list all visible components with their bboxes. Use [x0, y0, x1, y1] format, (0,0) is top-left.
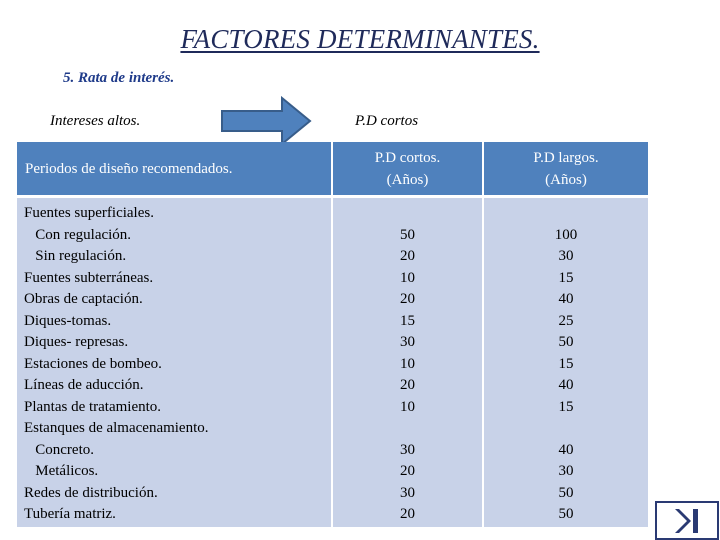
row-label: Tubería matriz. [24, 506, 116, 522]
row-label: Estaciones de bombeo. [24, 355, 162, 372]
row-label: Con regulación. [24, 226, 132, 243]
row-label: Obras de captación. [24, 291, 143, 307]
row-short-value [333, 418, 482, 440]
row-long-value: 50 [558, 506, 574, 522]
row-short-value: 50 [400, 226, 415, 243]
row-label: Diques- represas. [24, 334, 129, 350]
last-slide-button[interactable] [655, 501, 719, 540]
row-short-value: 30 [400, 334, 415, 350]
skip-to-end-icon [667, 506, 707, 536]
comparison-right-text: P.D cortos [355, 113, 419, 129]
row-long-value: 50 [558, 484, 574, 501]
row-label: Diques-tomas. [24, 312, 112, 329]
header-periods: Periodos de diseño recomendados. [17, 142, 331, 195]
row-short-value: 30 [400, 441, 415, 458]
row-label: Concreto. [24, 441, 94, 458]
row-label: Fuentes superficiales. [24, 205, 154, 221]
row-short-value: 30 [400, 484, 415, 501]
row-short-value: 20 [400, 463, 415, 479]
row-label: Sin regulación. [24, 248, 127, 264]
row-long-value: 100 [554, 226, 578, 243]
row-short-value [333, 203, 482, 225]
row-label: Redes de distribución. [24, 484, 158, 501]
row-long-value: 40 [558, 377, 574, 393]
row-long-value: 40 [558, 441, 574, 458]
row-long-value: 30 [558, 248, 574, 264]
row-long-value: 15 [558, 398, 574, 415]
row-short-value: 10 [400, 398, 415, 415]
row-label: Plantas de tratamiento. [24, 398, 162, 415]
header-long-periods: P.D largos. (Años) [484, 142, 648, 195]
row-label: Estanques de almacenamiento. [24, 420, 209, 436]
row-long-value [484, 418, 648, 440]
row-long-value: 30 [558, 463, 574, 479]
section-subtitle: 5. Rata de interés. [63, 70, 175, 86]
short-periods-column [333, 203, 482, 526]
row-label: Metálicos. [24, 463, 99, 479]
row-short-value: 15 [400, 312, 415, 329]
design-periods-table [17, 142, 648, 527]
row-short-value: 20 [400, 377, 415, 393]
row-short-value: 10 [400, 355, 415, 372]
long-periods-column [484, 203, 648, 526]
row-long-value: 15 [558, 355, 574, 372]
row-long-value: 15 [558, 269, 574, 286]
header-short-periods: P.D cortos. (Años) [333, 142, 482, 195]
labels-column [24, 203, 329, 526]
row-long-value: 25 [558, 312, 574, 329]
row-short-value: 10 [400, 269, 415, 286]
comparison-left-text: Intereses altos. [50, 113, 141, 129]
row-short-value: 20 [400, 248, 415, 264]
row-label: Líneas de aducción. [24, 377, 144, 393]
row-long-value [484, 203, 648, 225]
row-short-value: 20 [400, 506, 415, 522]
page-title: FACTORES DETERMINANTES. [180, 24, 540, 54]
row-long-value: 40 [558, 291, 574, 307]
row-label: Fuentes subterráneas. [24, 269, 154, 286]
row-long-value: 50 [558, 334, 574, 350]
row-short-value: 20 [400, 291, 415, 307]
